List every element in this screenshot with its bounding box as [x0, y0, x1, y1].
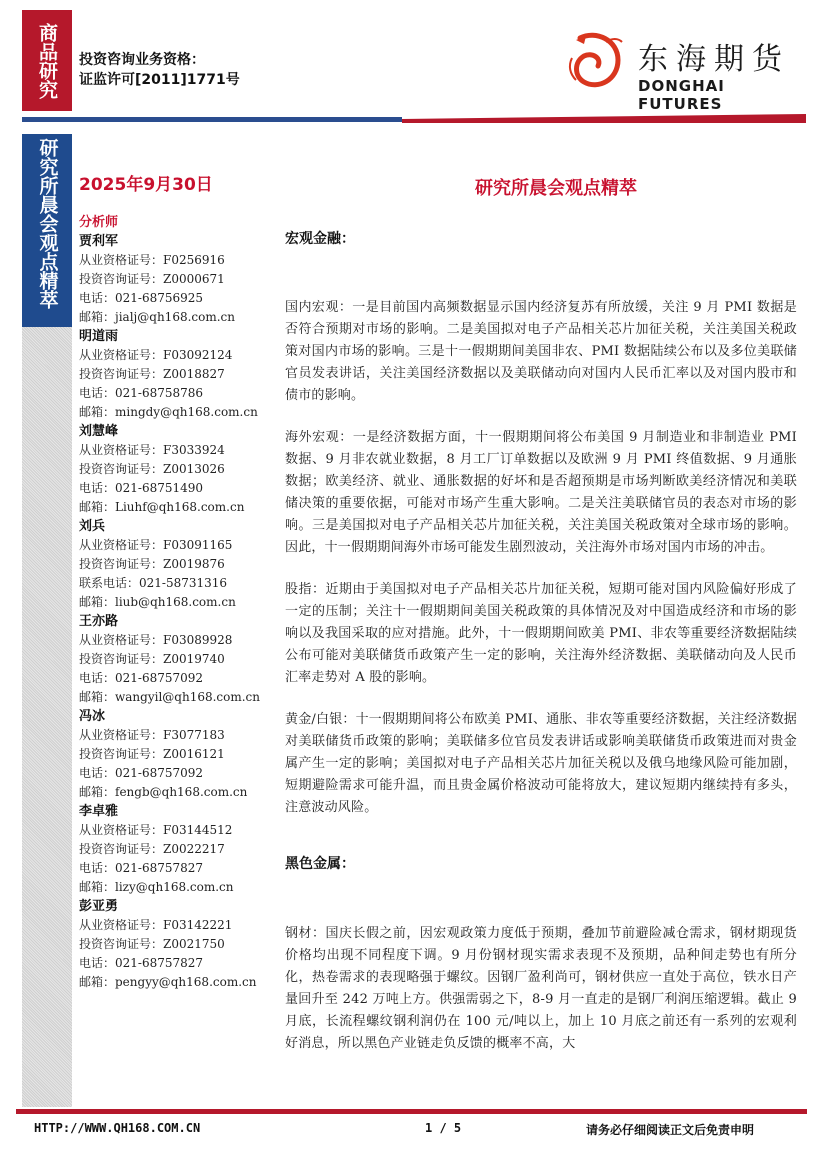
analyst-license: 从业资格证号：F03144512	[79, 823, 233, 837]
page-number: 1 / 5	[425, 1121, 462, 1135]
footer-divider	[16, 1109, 807, 1114]
disclaimer-note: 请务必仔细阅读正文后免责申明	[586, 1123, 755, 1137]
report-tag-text: 研究所晨会观点精萃	[36, 138, 59, 309]
analyst-entry	[79, 327, 279, 422]
analyst-advisory-license: 投资咨询证号：Z0000671	[79, 272, 225, 286]
analyst-license: 从业资格证号：F3033924	[79, 443, 225, 457]
analyst-name: 刘慧峰	[79, 424, 119, 439]
analyst-entry	[79, 232, 279, 327]
paragraph-gold-silver: 黄金/白银：十一假期期间将公布欧美 PMI、通胀、非农等重要经济数据，关注经济数据对美联储货币政策的影响；美联储多位官员发表讲话或影响美联储货币政策进而对贵金属产生一定的影响；美国拟对电子产品相关芯片加征关税以及俄乌地缘风险可能加剧，短期避险需求可能升温，而且贵金属价格波动可能将放大，建议短期内继续持有多头，注意波动风险。	[285, 712, 797, 815]
analyst-advisory-license: 投资咨询证号：Z0019740	[79, 652, 225, 666]
paragraph-overseas-macro: 海外宏观：一是经济数据方面，十一假期期间将公布美国 9 月制造业和非制造业 PMI 数据、9 月非农就业数据，8 月工厂订单数据以及欧洲 9 月 PMI 终值数据、9 月通胀数据；欧美经济、就业、通胀数据的好坏和是否超预期是市场判断欧美经济情况和美联储决策的重要依据，可能对市场产生重大影响。二是关注美联储官员的表态对市场的影响。三是美国拟对电子产品相关芯片加征关税，关注美国关税政策对全球市场的影响。因此，十一假期期间海外市场可能发生剧烈波动，关注海外市场对国内市场的冲击。	[285, 430, 797, 555]
analyst-advisory-license: 投资咨询证号：Z0019876	[79, 557, 225, 571]
analyst-email[interactable]: 邮箱：fengb@qh168.com.cn	[79, 785, 248, 799]
analyst-phone: 电话：021-68758786	[79, 386, 204, 400]
dragon-logo-icon	[566, 30, 630, 94]
category-tag-text: 商品研究	[36, 22, 58, 99]
header-divider-blue	[22, 117, 402, 122]
analyst-name: 王亦路	[79, 614, 119, 629]
category-tag	[22, 10, 72, 111]
sidebar-stripe	[22, 327, 72, 1107]
analyst-license: 从业资格证号：F3077183	[79, 728, 225, 742]
analyst-advisory-license: 投资咨询证号：Z0021750	[79, 937, 225, 951]
analyst-entry	[79, 612, 279, 707]
analyst-entry	[79, 422, 279, 517]
analyst-license: 从业资格证号：F03091165	[79, 538, 233, 552]
analyst-email[interactable]: 邮箱：mingdy@qh168.com.cn	[79, 405, 258, 419]
analyst-phone: 电话：021-68757092	[79, 766, 204, 780]
paragraph-domestic-macro: 国内宏观：一是目前国内高频数据显示国内经济复苏有所放缓，关注 9 月 PMI 数据是否符合预期对市场的影响。二是美国拟对电子产品相关芯片加征关税，关注美国关税政策对国内市场的影响。三是十一假期期间美国非农、PMI 数据陆续公布以及多位美联储官员发表讲话，关注美国经济数据以及美联储动向对国内人民币汇率以及对国内股市和债市的影响。	[285, 300, 797, 403]
analyst-name: 李卓雅	[79, 804, 119, 819]
main-content	[285, 170, 797, 1055]
analyst-email[interactable]: 邮箱：pengyy@qh168.com.cn	[79, 975, 257, 989]
analyst-list	[79, 213, 279, 992]
analyst-advisory-license: 投资咨询证号：Z0018827	[79, 367, 225, 381]
analyst-phone: 联系电话：021-58731316	[79, 576, 228, 590]
analyst-email[interactable]: 邮箱：liub@qh168.com.cn	[79, 595, 236, 609]
analyst-advisory-license: 投资咨询证号：Z0022217	[79, 842, 225, 856]
analyst-phone: 电话：021-68757092	[79, 671, 204, 685]
analyst-license: 从业资格证号：F03092124	[79, 348, 233, 362]
logo-chinese-name: 东海期货	[638, 42, 790, 77]
paragraph-steel: 钢材：国庆长假之前，因宏观政策力度低于预期，叠加节前避险减仓需求，钢材期现货价格均出现不同程度下调。9 月份钢材现实需求表现不及预期，品种间走势也有所分化，热卷需求的表现略强于螺纹。因钢厂盈利尚可，钢材供应一直处于高位，铁水日产量回升至 242 万吨上方。供强需弱之下，8-9 月一直走的是钢厂利润压缩逻辑。截止 9 月底，长流程螺纹钢利润仍在 100 元/吨以上，加上 10 月底之前还有一系列的宏观利好消息，所以黑色产业链走负反馈的概率不高，大	[285, 926, 797, 1051]
analyst-license: 从业资格证号：F03089928	[79, 633, 233, 647]
company-logo	[566, 30, 806, 113]
analyst-phone: 电话：021-68757827	[79, 861, 204, 875]
logo-english-name: DONGHAI FUTURES	[638, 77, 725, 113]
qualification-block	[79, 50, 240, 90]
analyst-license: 从业资格证号：F03142221	[79, 918, 233, 932]
analyst-name: 贾利军	[79, 234, 119, 249]
analyst-name: 明道雨	[79, 329, 119, 344]
analyst-phone: 电话：021-68756925	[79, 291, 204, 305]
analyst-name: 刘兵	[79, 519, 106, 534]
footer-website-link[interactable]: HTTP://WWW.QH168.COM.CN	[34, 1121, 201, 1135]
analyst-email[interactable]: 邮箱：jialj@qh168.com.cn	[79, 310, 235, 324]
section-title-macro: 宏观金融：	[285, 231, 355, 247]
report-tag	[22, 134, 72, 327]
paragraph-stock-index: 股指：近期由于美国拟对电子产品相关芯片加征关税，短期可能对国内风险偏好形成了一定的压制；关注十一假期期间美国关税政策的具体情况及对中国造成经济和市场的影响以及我国采取的应对措施。此外，十一假期期间欧美 PMI、非农等重要经济数据陆续公布可能对美联储货币政策产生一定的影响，关注海外经济数据、美联储动向及人民币汇率走势对 A 股的影响。	[285, 582, 797, 685]
header-divider-red	[402, 114, 806, 123]
section-title-ferrous: 黑色金属：	[285, 856, 355, 872]
qualification-label: 投资咨询业务资格：	[79, 52, 205, 68]
analyst-license: 从业资格证号：F0256916	[79, 253, 225, 267]
analyst-email[interactable]: 邮箱：wangyil@qh168.com.cn	[79, 690, 261, 704]
analyst-name: 冯冰	[79, 709, 106, 724]
report-date: 2025年9月30日	[79, 175, 213, 195]
analyst-email[interactable]: 邮箱：Liuhf@qh168.com.cn	[79, 500, 245, 514]
analyst-advisory-license: 投资咨询证号：Z0013026	[79, 462, 225, 476]
analyst-entry	[79, 707, 279, 802]
license-number: 证监许可[2011]1771号	[79, 72, 240, 88]
analysts-title: 分析师	[79, 215, 119, 230]
analyst-email[interactable]: 邮箱：lizy@qh168.com.cn	[79, 880, 234, 894]
analyst-phone: 电话：021-68751490	[79, 481, 204, 495]
page-title: 研究所晨会观点精萃	[475, 178, 637, 199]
analyst-phone: 电话：021-68757827	[79, 956, 204, 970]
analyst-entry	[79, 897, 279, 992]
analyst-name: 彭亚勇	[79, 899, 119, 914]
analyst-entry	[79, 802, 279, 897]
analyst-advisory-license: 投资咨询证号：Z0016121	[79, 747, 225, 761]
analyst-entry	[79, 517, 279, 612]
